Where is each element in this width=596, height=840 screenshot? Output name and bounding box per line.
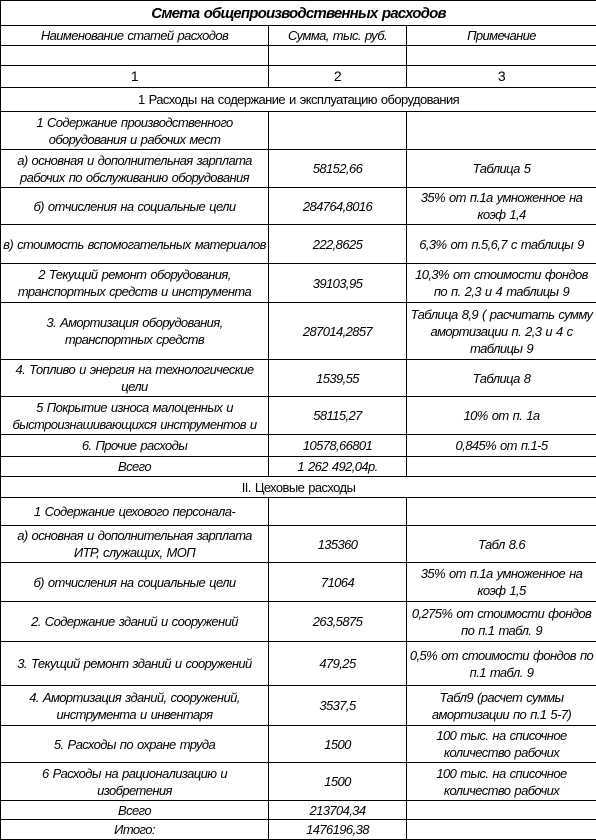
row-sum <box>269 498 407 526</box>
table-row <box>1 360 596 397</box>
row-note <box>407 820 596 840</box>
row-note: Табл 8.6 <box>407 526 596 563</box>
row-note: 10,3% от стоимости фондов по п. 2,3 и 4 таблицы 9 <box>407 264 596 303</box>
row-name: Всего <box>1 801 269 820</box>
header-name: Наименование статей расходов <box>1 26 269 46</box>
table-row <box>1 264 596 303</box>
row-sum: 213704,34 <box>269 801 407 820</box>
row-name: б) отчисления на социальные цели <box>1 188 269 225</box>
table-title: Смета общепроизводственных расходов <box>1 1 596 26</box>
table-row <box>1 435 596 457</box>
row-name: 5 Покрытие износа малоценных и быстроизнашивающихся инструментов и <box>1 397 269 435</box>
row-name: б) отчисления на социальные цели <box>1 563 269 602</box>
table-row <box>1 112 596 150</box>
row-sum: 1476196,38 <box>269 820 407 840</box>
row-name: а) основная и дополнительная зарплата ИТР, служащих, МОП <box>1 526 269 563</box>
row-note: Табл9 (расчет суммы амортизации по п.1 5-7) <box>407 686 596 726</box>
table-row <box>1 498 596 526</box>
row-note: 100 тыс. на списочное количество рабочих <box>407 726 596 763</box>
row-name: 1 Содержание производственного оборудования и рабочих мест <box>1 112 269 150</box>
row-sum: 284764,8016 <box>269 188 407 225</box>
row-name: 3. Текущий ремонт зданий и сооружений <box>1 642 269 686</box>
row-sum <box>269 112 407 150</box>
row-name: 6. Прочие расходы <box>1 435 269 457</box>
row-note: 35% от п.1а умноженное на коэф 1,5 <box>407 563 596 602</box>
column-number: 1 <box>1 66 269 88</box>
table-row <box>1 526 596 563</box>
row-sum: 222,8625 <box>269 225 407 264</box>
table-row <box>1 563 596 602</box>
row-name: 2. Содержание зданий и сооружений <box>1 602 269 642</box>
column-number: 2 <box>269 66 407 88</box>
table-row <box>1 602 596 642</box>
row-note: Таблица 5 <box>407 150 596 188</box>
total-row <box>1 801 596 820</box>
row-sum: 1500 <box>269 726 407 763</box>
row-note: 100 тыс. на списочное количество рабочих <box>407 763 596 801</box>
row-sum: 1 262 492,04р. <box>269 457 407 477</box>
row-note: 0,5% от стоимости фондов по п.1 табл. 9 <box>407 642 596 686</box>
header-sum: Сумма, тыс. руб. <box>269 26 407 46</box>
empty-row <box>1 46 596 66</box>
row-note: Таблица 8,9 ( расчитать сумму амортизации п. 2,3 и 4 с таблицы 9 <box>407 303 596 360</box>
row-sum: 135360 <box>269 526 407 563</box>
table-row <box>1 686 596 726</box>
row-name: 1 Содержание цехового персонала- <box>1 498 269 526</box>
section-2-title: II. Цеховые расходы <box>1 477 596 498</box>
column-number: 3 <box>407 66 596 88</box>
row-sum: 479,25 <box>269 642 407 686</box>
row-note: Таблица 8 <box>407 360 596 397</box>
row-sum: 71064 <box>269 563 407 602</box>
row-name: в) стоимость вспомогательных материалов <box>1 225 269 264</box>
row-sum: 263,5875 <box>269 602 407 642</box>
empty-cell <box>407 46 596 66</box>
table-row <box>1 188 596 225</box>
table-row <box>1 397 596 435</box>
table-row <box>1 150 596 188</box>
section-heading-row <box>1 88 596 112</box>
header-row <box>1 26 596 46</box>
row-sum: 1539,55 <box>269 360 407 397</box>
row-sum: 10578,66801 <box>269 435 407 457</box>
section-heading-row <box>1 477 596 498</box>
row-note: 10% от п. 1а <box>407 397 596 435</box>
row-name: 4. Топливо и энергия на технологические цели <box>1 360 269 397</box>
section-1-title: 1 Расходы на содержание и эксплуатацию оборудования <box>1 88 596 112</box>
row-note <box>407 112 596 150</box>
table-row <box>1 726 596 763</box>
row-sum: 58115,27 <box>269 397 407 435</box>
table-row <box>1 225 596 264</box>
row-name: 4. Амортизация зданий, сооружений, инструмента и инвентаря <box>1 686 269 726</box>
row-note: 0,275% от стоимости фондов по п.1 табл. 9 <box>407 602 596 642</box>
row-name: а) основная и дополнительная зарплата рабочих по обслуживанию оборудования <box>1 150 269 188</box>
table-row <box>1 642 596 686</box>
column-number-row <box>1 66 596 88</box>
header-note: Примечание <box>407 26 596 46</box>
row-sum: 287014,2857 <box>269 303 407 360</box>
total-row <box>1 457 596 477</box>
empty-cell <box>1 46 269 66</box>
row-note: 35% от п.1а умноженное на коэф 1,4 <box>407 188 596 225</box>
row-name: 6 Расходы на рационализацию и изобретения <box>1 763 269 801</box>
table-row <box>1 303 596 360</box>
row-note: 6,3% от п.5,6,7 с таблицы 9 <box>407 225 596 264</box>
row-sum: 58152,66 <box>269 150 407 188</box>
row-name: 2 Текущий ремонт оборудования, транспортных средств и инструмента <box>1 264 269 303</box>
row-name: 5. Расходы по охране труда <box>1 726 269 763</box>
row-sum: 1500 <box>269 763 407 801</box>
row-note <box>407 498 596 526</box>
row-sum: 3537,5 <box>269 686 407 726</box>
row-name: Итого: <box>1 820 269 840</box>
row-name: 3. Амортизация оборудования, транспортных средств <box>1 303 269 360</box>
row-name: Всего <box>1 457 269 477</box>
row-note <box>407 457 596 477</box>
grand-total-row <box>1 820 596 840</box>
row-note <box>407 801 596 820</box>
empty-cell <box>269 46 407 66</box>
table-row <box>1 763 596 801</box>
row-note: 0,845% от п.1-5 <box>407 435 596 457</box>
row-sum: 39103,95 <box>269 264 407 303</box>
title-row <box>1 1 596 26</box>
